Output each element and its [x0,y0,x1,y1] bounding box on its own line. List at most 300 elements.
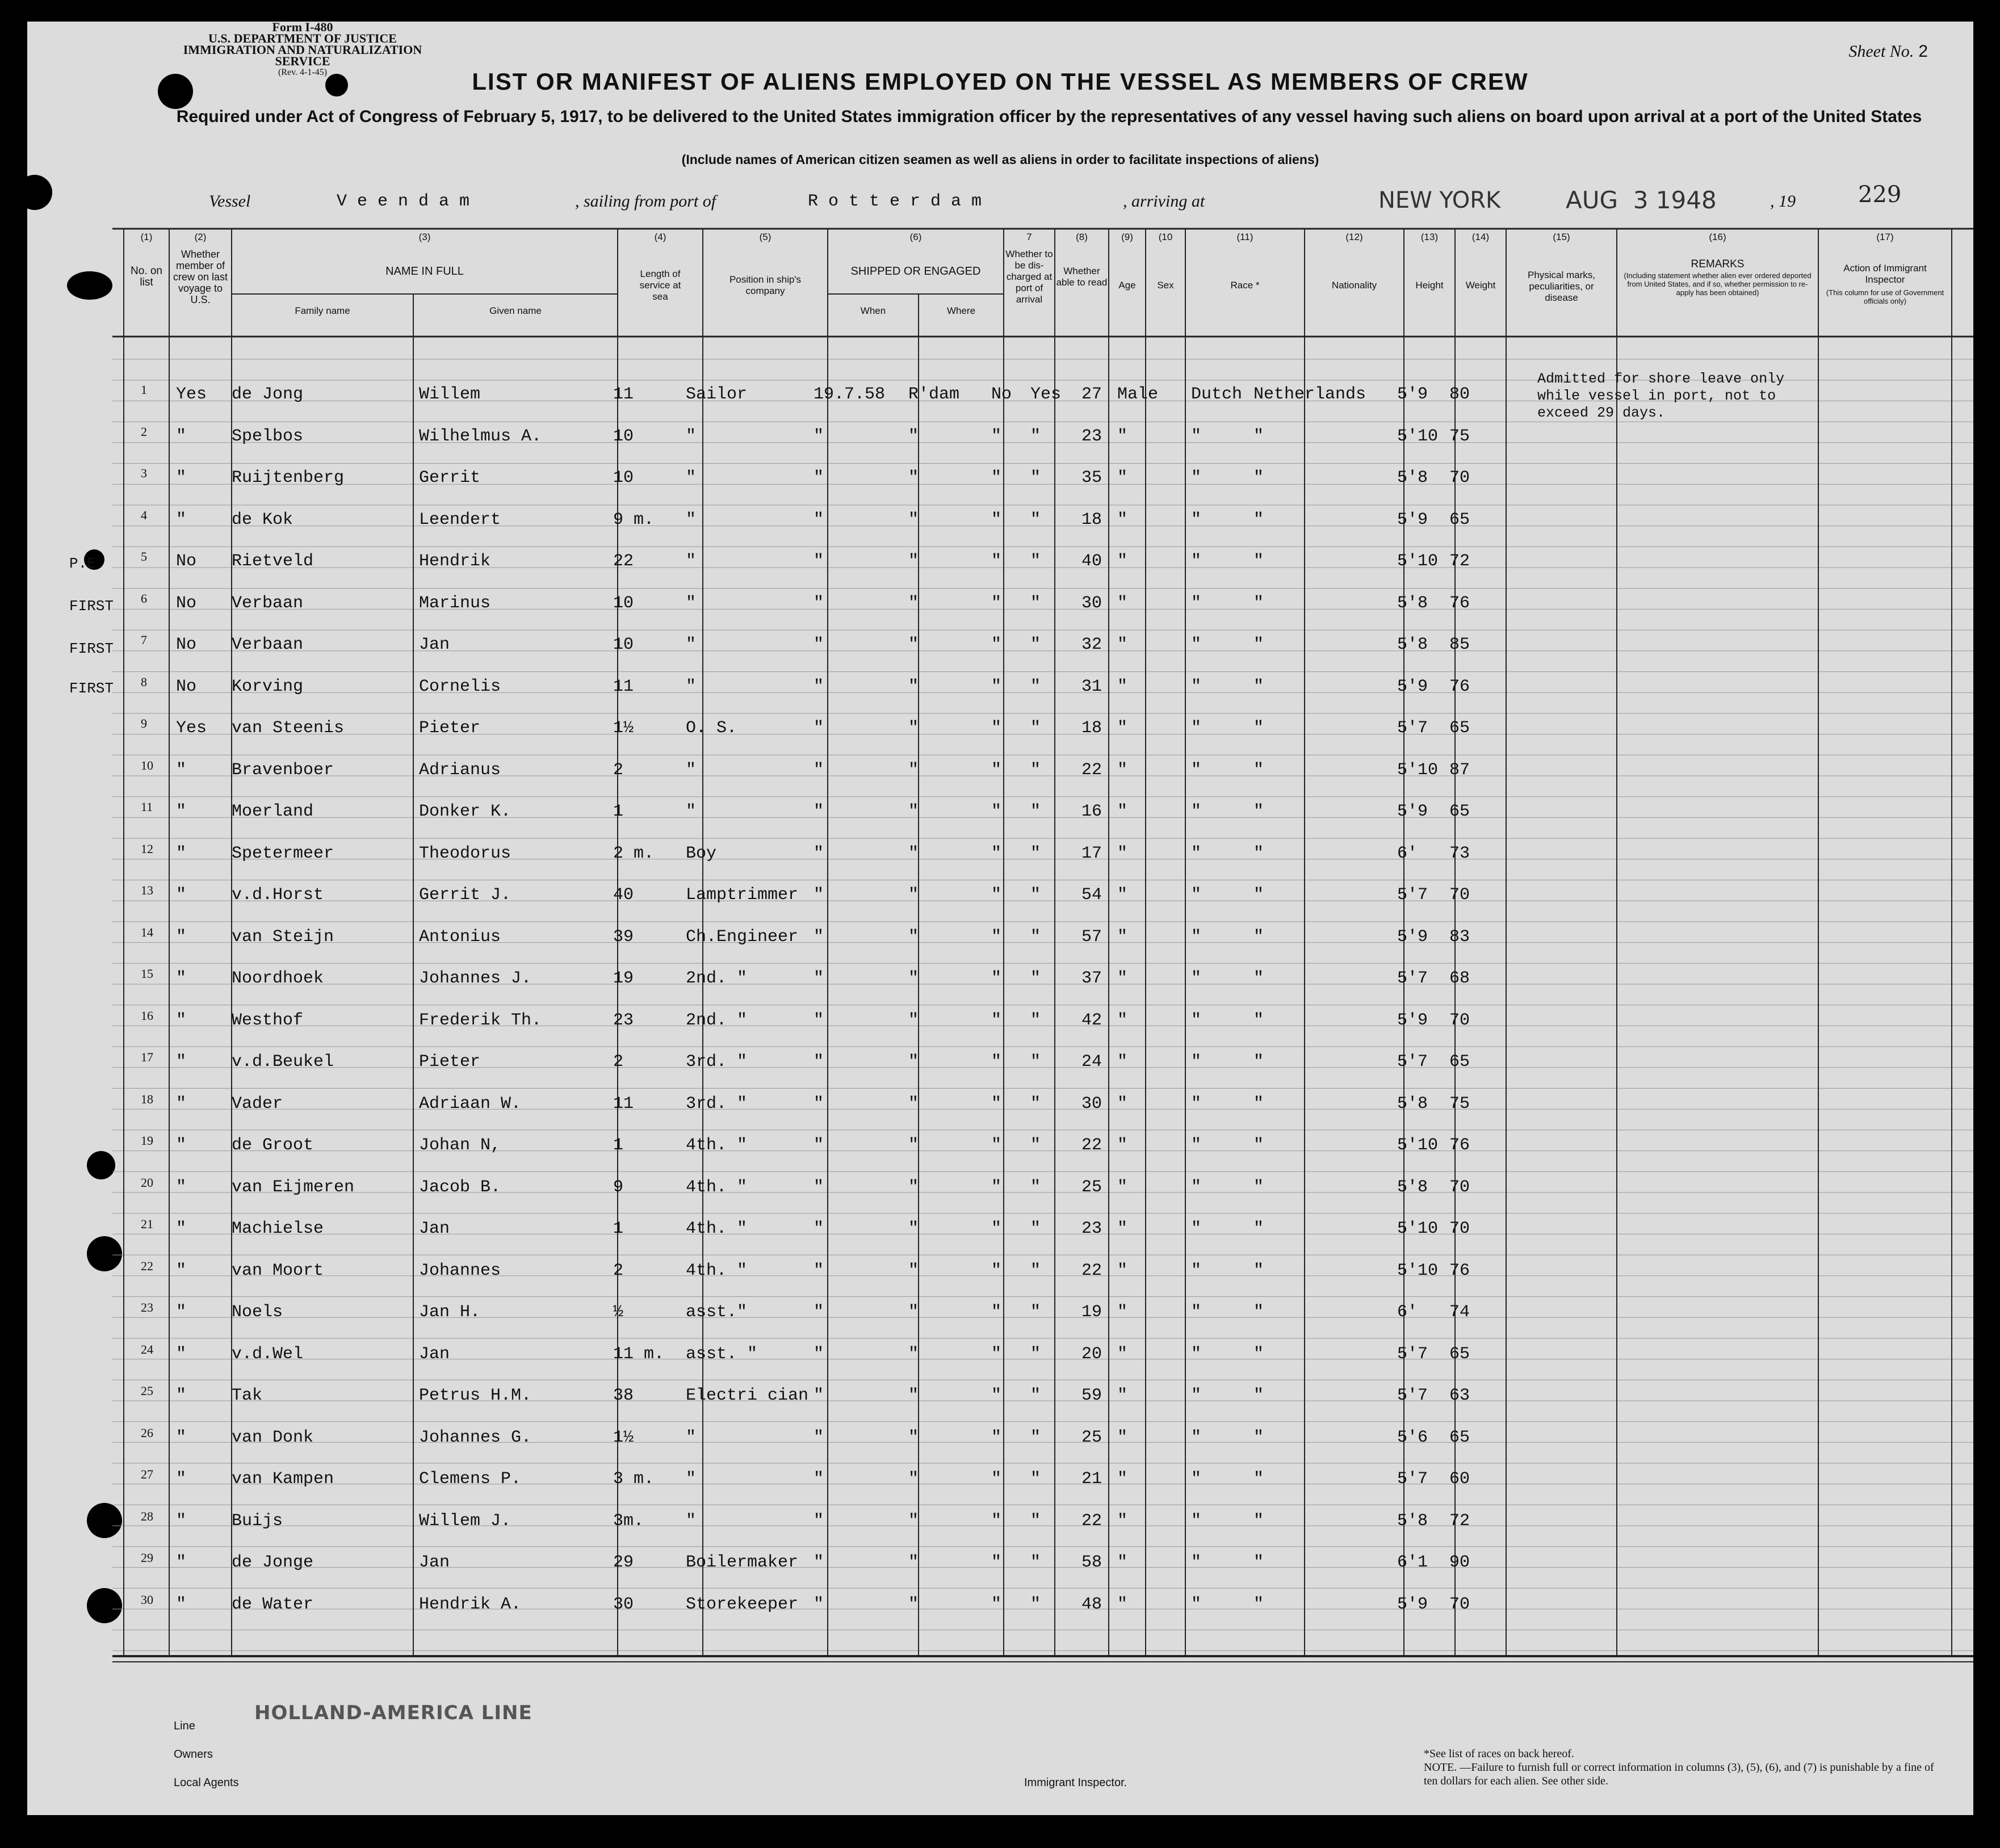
last-voyage-cell: " [176,1511,187,1531]
given-name-cell: Donker K. [419,802,511,821]
col-num-3: (3) [418,232,431,242]
shipped-where-cell: " [908,426,919,446]
height-cell: 5'10 [1397,552,1439,571]
shipped-where-cell: " [908,1553,919,1572]
service-length-cell: 1 [613,802,624,821]
age-cell: 25 [1081,1427,1102,1447]
col-num-16: (16) [1709,232,1726,242]
nationality-cell: " [1253,885,1264,905]
row-number-cell: 8 [141,674,147,689]
shipped-when-cell: " [814,760,824,780]
discharged-cell: " [991,510,1002,530]
last-voyage-cell: " [176,1303,187,1322]
age-cell: 40 [1081,552,1102,571]
weight-cell: 76 [1449,593,1470,613]
discharged-cell: " [991,1094,1002,1114]
row-number-cell: 29 [141,1551,153,1565]
sex-cell: " [1117,635,1128,654]
given-name-cell: Gerrit [419,468,481,488]
age-cell: 18 [1081,719,1102,738]
sex-cell: " [1117,1261,1128,1280]
include-note: (Include names of American citizen seamen as well as aliens in order to facilitate inspections of aliens) [681,152,1319,167]
position-cell: " [686,1511,697,1531]
sex-cell: " [1117,885,1128,905]
service-length-cell: 10 [613,468,634,488]
family-name-cell: Moerland [232,802,314,821]
position-cell: 4th. " [686,1177,748,1197]
shipped-where-cell: R'dam [908,385,960,404]
col-header-3a: Family name [295,305,350,316]
able-to-read-cell: " [1030,635,1041,654]
height-cell: 5'10 [1397,1261,1439,1280]
shipped-when-cell: " [814,719,824,738]
age-cell: 22 [1081,1136,1102,1155]
position-cell: " [686,510,697,530]
nationality-cell: " [1253,1511,1264,1531]
weight-cell: 65 [1449,510,1470,530]
weight-cell: 63 [1449,1386,1470,1405]
col-num-17: (17) [1876,232,1894,242]
position-cell: Lamptrimmer [686,885,799,905]
family-name-cell: Rietveld [232,552,314,571]
shipped-where-cell: " [908,1594,919,1614]
position-cell: asst. " [686,1344,758,1364]
age-cell: 22 [1081,1511,1102,1531]
sex-cell: " [1117,802,1128,821]
row-number-cell: 4 [141,507,147,522]
discharged-cell: " [991,1511,1002,1531]
row-number-cell: 24 [141,1342,153,1356]
last-voyage-cell: " [176,1136,187,1155]
able-to-read-cell: " [1030,552,1041,571]
arrival-date: AUG 3 1948 [1566,186,1717,214]
shipped-when-cell: " [814,1010,824,1030]
position-cell: 2nd. " [686,1010,748,1030]
service-length-cell: 2 m. [613,843,655,863]
weight-cell: 87 [1449,760,1470,780]
position-cell: " [686,760,697,780]
shipped-when-cell: " [814,1553,824,1572]
race-cell: " [1191,1136,1202,1155]
position-cell: asst." [686,1303,748,1322]
discharged-cell: " [991,552,1002,571]
height-cell: 5'9 [1397,927,1428,947]
row-number-cell: 13 [141,883,153,897]
sex-cell: " [1117,1219,1128,1238]
arrival-port: NEW YORK [1378,187,1501,213]
col-num-9: (9) [1121,232,1133,242]
age-cell: 23 [1081,426,1102,446]
discharged-cell: " [991,1386,1002,1405]
weight-cell: 70 [1449,885,1470,905]
last-voyage-cell: " [176,1553,187,1572]
able-to-read-cell: " [1030,1344,1041,1364]
height-cell: 5'9 [1397,385,1428,404]
position-cell: Boilermaker [686,1553,799,1572]
able-to-read-cell: " [1030,802,1041,821]
sex-cell: " [1117,510,1128,530]
weight-cell: 70 [1449,1594,1470,1614]
shipped-where-cell: " [908,1303,919,1322]
able-to-read-cell: " [1030,426,1041,446]
last-voyage-cell: No [176,677,197,696]
race-cell: " [1191,1469,1202,1489]
position-cell: " [686,635,697,654]
footer-agents-label: Local Agents [174,1776,239,1789]
last-voyage-cell: Yes [176,719,207,738]
family-name-cell: de Kok [232,510,293,530]
given-name-cell: Hendrik A. [419,1594,522,1614]
weight-cell: 68 [1449,969,1470,988]
age-cell: 24 [1081,1052,1102,1072]
able-to-read-cell: " [1030,885,1041,905]
sex-cell: " [1117,927,1128,947]
service-length-cell: 10 [613,426,634,446]
nationality-cell: " [1253,468,1264,488]
family-name-cell: van Steenis [232,719,345,738]
last-voyage-cell: " [176,802,187,821]
age-cell: 58 [1081,1553,1102,1572]
row-number-cell: 11 [141,800,153,814]
col-header-13: Height [1415,280,1444,291]
nationality-cell: " [1253,1136,1264,1155]
margin-note: P.E. [69,555,105,572]
service-length-cell: 11 m. [613,1344,665,1364]
service-length-cell: 10 [613,593,634,613]
last-voyage-cell: " [176,510,187,530]
row-number-cell: 22 [141,1258,153,1273]
port-of-departure: R o t t e r d a m [808,192,982,211]
sheet-label: Sheet No. [1848,42,1914,61]
weight-cell: 85 [1449,635,1470,654]
col-header-14: Weight [1465,280,1496,291]
sex-cell: " [1117,1553,1128,1572]
sex-cell: " [1117,1469,1128,1489]
nationality-cell: " [1253,1094,1264,1114]
age-cell: 32 [1081,635,1102,654]
height-cell: 5'9 [1397,677,1428,696]
last-voyage-cell: " [176,1386,187,1405]
family-name-cell: Machielse [232,1219,324,1238]
row-number-cell: 12 [141,841,153,856]
position-cell: 4th. " [686,1219,748,1238]
weight-cell: 65 [1449,802,1470,821]
age-cell: 57 [1081,927,1102,947]
row-number-cell: 15 [141,967,153,981]
row-number-cell: 20 [141,1175,153,1190]
col-num-4: (4) [654,232,666,242]
col-num-8: (8) [1076,232,1088,242]
age-cell: 48 [1081,1594,1102,1614]
col-header-7: Whether to be dis-charged at port of arrival [1005,249,1053,305]
nationality-cell: " [1253,969,1264,988]
height-cell: 5'7 [1397,885,1428,905]
last-voyage-cell: " [176,927,187,947]
height-cell: 6' [1397,1303,1418,1322]
age-cell: 21 [1081,1469,1102,1489]
able-to-read-cell: " [1030,510,1041,530]
weight-cell: 76 [1449,1261,1470,1280]
nationality-cell: " [1253,510,1264,530]
family-name-cell: de Water [232,1594,314,1614]
family-name-cell: Verbaan [232,635,304,654]
sex-cell: " [1117,1010,1128,1030]
page-subtitle: Required under Act of Congress of February 5, 1917, to be delivered to the United States immigration officer by the representatives of any vessel having such aliens on board upon arrival at a port of the United States [176,107,1922,126]
height-cell: 5'8 [1397,1511,1428,1531]
sex-cell: " [1117,426,1128,446]
discharged-cell: " [991,969,1002,988]
nationality-cell: " [1253,635,1264,654]
race-cell: " [1191,635,1202,654]
given-name-cell: Willem J. [419,1511,511,1531]
sex-cell: " [1117,843,1128,863]
col-header-5: Position in ship's company [729,274,802,296]
sailing-label: , sailing from port of [575,192,716,211]
row-number-cell: 16 [141,1008,153,1023]
service-length-cell: 3 m. [613,1469,655,1489]
height-cell: 5'7 [1397,719,1428,738]
able-to-read-cell: " [1030,1177,1041,1197]
discharged-cell: " [991,760,1002,780]
service-length-cell: 1 [613,1136,624,1155]
height-cell: 5'10 [1397,426,1439,446]
col-header-15: Physical marks, peculiarities, or disease [1527,270,1596,303]
weight-cell: 70 [1449,1219,1470,1238]
position-cell: " [686,802,697,821]
family-name-cell: v.d.Horst [232,885,324,905]
sex-cell: " [1117,1303,1128,1322]
service-length-cell: 11 [613,1094,634,1114]
col-header-10: Sex [1157,280,1174,291]
nationality-cell: Netherlands [1253,385,1366,404]
height-cell: 5'8 [1397,593,1428,613]
service-length-cell: 3m. [613,1511,644,1531]
able-to-read-cell: " [1030,760,1041,780]
col-header-4: Length of service at sea [639,268,681,302]
manifest-number: 229 [1858,182,1902,208]
family-name-cell: v.d.Wel [232,1344,304,1364]
row-number-cell: 28 [141,1509,153,1523]
col-header-6b: Where [946,305,976,316]
given-name-cell: Jan [419,1344,450,1364]
discharged-cell: " [991,593,1002,613]
nationality-cell: " [1253,593,1264,613]
family-name-cell: de Groot [232,1136,314,1155]
given-name-cell: Petrus H.M. [419,1386,532,1405]
race-cell: " [1191,1427,1202,1447]
service-length-cell: 29 [613,1553,634,1572]
col-num-2: (2) [194,232,207,242]
family-name-cell: Spelbos [232,426,304,446]
weight-cell: 75 [1449,426,1470,446]
weight-cell: 70 [1449,468,1470,488]
discharged-cell: " [991,1427,1002,1447]
sex-cell: " [1117,1344,1128,1364]
shipped-when-cell: " [814,1427,824,1447]
shipped-when-cell: " [814,1094,824,1114]
weight-cell: 76 [1449,677,1470,696]
service-length-cell: 2 [613,1052,624,1072]
able-to-read-cell: " [1030,1094,1041,1114]
family-name-cell: Korving [232,677,304,696]
position-cell: Storekeeper [686,1594,799,1614]
family-name-cell: Verbaan [232,593,304,613]
col-header-17-sub: (This column for use of Government officials only) [1826,288,1944,305]
shipped-where-cell: " [908,885,919,905]
row-number-cell: 25 [141,1384,153,1398]
family-name-cell: v.d.Beukel [232,1052,334,1072]
height-cell: 5'7 [1397,1344,1428,1364]
able-to-read-cell: " [1030,1010,1041,1030]
sex-cell: " [1117,593,1128,613]
last-voyage-cell: " [176,1094,187,1114]
last-voyage-cell: " [176,468,187,488]
height-cell: 5'9 [1397,1010,1428,1030]
given-name-cell: Jan [419,1553,450,1572]
able-to-read-cell: " [1030,1427,1041,1447]
age-cell: 30 [1081,1094,1102,1114]
shipped-when-cell: " [814,843,824,863]
sex-cell: " [1117,1594,1128,1614]
last-voyage-cell: " [176,1344,187,1364]
able-to-read-cell: " [1030,1219,1041,1238]
shipped-when-cell: " [814,426,824,446]
last-voyage-cell: " [176,760,187,780]
race-cell: " [1191,885,1202,905]
height-cell: 5'8 [1397,1177,1428,1197]
nationality-cell: " [1253,1219,1264,1238]
weight-cell: 90 [1449,1553,1470,1572]
arriving-label: , arriving at [1123,192,1205,211]
last-voyage-cell: " [176,843,187,863]
given-name-cell: Clemens P. [419,1469,522,1489]
last-voyage-cell: " [176,1427,187,1447]
col-num-11: (11) [1236,232,1253,242]
shipped-when-cell: " [814,1386,824,1405]
sheet-value: 2 [1918,42,1928,61]
given-name-cell: Johannes J. [419,969,532,988]
service-length-cell: 11 [613,677,634,696]
shipped-when-cell: " [814,1511,824,1531]
remarks-note: Admitted for shore leave only while vessel in port, not to exceed 29 days. [1537,371,1785,421]
row-number-cell: 5 [141,549,147,564]
sex-cell: " [1117,1136,1128,1155]
given-name-cell: Pieter [419,1052,481,1072]
col-header-11: Race * [1230,280,1260,291]
able-to-read-cell: " [1030,1594,1041,1614]
sex-cell: Male [1117,385,1159,404]
margin-note: FIRST [69,680,114,697]
row-number-cell: 26 [141,1425,153,1440]
race-cell: " [1191,1553,1202,1572]
position-cell: " [686,426,697,446]
position-cell: " [686,468,697,488]
last-voyage-cell: No [176,552,197,571]
shipped-when-cell: " [814,802,824,821]
height-cell: 5'8 [1397,1094,1428,1114]
row-number-cell: 23 [141,1300,153,1314]
discharged-cell: " [991,468,1002,488]
sex-cell: " [1117,552,1128,571]
race-cell: " [1191,969,1202,988]
form-department: U.S. DEPARTMENT OF JUSTICE [208,31,397,45]
discharged-cell: " [991,426,1002,446]
given-name-cell: Theodorus [419,843,511,863]
given-name-cell: Cornelis [419,677,501,696]
nationality-cell: " [1253,1427,1264,1447]
vessel-name: V e e n d a m [337,192,470,211]
last-voyage-cell: " [176,969,187,988]
age-cell: 30 [1081,593,1102,613]
nationality-cell: " [1253,802,1264,821]
footer-inspector-label: Immigrant Inspector. [1024,1776,1127,1789]
col-header-6: SHIPPED OR ENGAGED [850,265,981,278]
col-header-3: NAME IN FULL [385,265,464,278]
shipped-where-cell: " [908,969,919,988]
sex-cell: " [1117,1052,1128,1072]
weight-cell: 74 [1449,1303,1470,1322]
nationality-cell: " [1253,552,1264,571]
height-cell: 5'10 [1397,1219,1439,1238]
weight-cell: 72 [1449,552,1470,571]
service-length-cell: 2 [613,1261,624,1280]
col-header-17: Action of Immigrant Inspector [1843,263,1927,285]
discharged-cell: " [991,1010,1002,1030]
shipped-where-cell: " [908,1511,919,1531]
discharged-cell: " [991,1219,1002,1238]
able-to-read-cell: " [1030,1136,1041,1155]
position-cell: " [686,593,697,613]
discharged-cell: " [991,1136,1002,1155]
height-cell: 5'7 [1397,1469,1428,1489]
able-to-read-cell: " [1030,1553,1041,1572]
weight-cell: 76 [1449,1136,1470,1155]
discharged-cell: " [991,1303,1002,1322]
shipped-where-cell: " [908,677,919,696]
given-name-cell: Hendrik [419,552,491,571]
row-number-cell: 1 [141,383,147,397]
col-header-9: Age [1118,280,1136,291]
race-cell: " [1191,802,1202,821]
row-number-cell: 10 [141,758,153,772]
age-cell: 16 [1081,802,1102,821]
service-length-cell: ½ [613,1303,624,1322]
race-cell: " [1191,927,1202,947]
age-cell: 19 [1081,1303,1102,1322]
given-name-cell: Wilhelmus A. [419,426,542,446]
weight-cell: 65 [1449,1427,1470,1447]
given-name-cell: Pieter [419,719,481,738]
discharged-cell: " [991,677,1002,696]
discharged-cell: " [991,1469,1002,1489]
col-num-5: (5) [759,232,772,242]
family-name-cell: Tak [232,1386,263,1405]
race-cell: " [1191,719,1202,738]
able-to-read-cell: " [1030,843,1041,863]
family-name-cell: van Donk [232,1427,314,1447]
shipped-where-cell: " [908,927,919,947]
age-cell: 27 [1081,385,1102,404]
row-number-cell: 18 [141,1091,153,1106]
position-cell: " [686,552,697,571]
discharged-cell: " [991,1344,1002,1364]
discharged-cell: " [991,1177,1002,1197]
col-num-1: (1) [140,232,153,242]
shipped-when-cell: " [814,1219,824,1238]
position-cell: Electri cian [686,1386,809,1405]
shipped-when-cell: " [814,1136,824,1155]
given-name-cell: Jan [419,635,450,654]
